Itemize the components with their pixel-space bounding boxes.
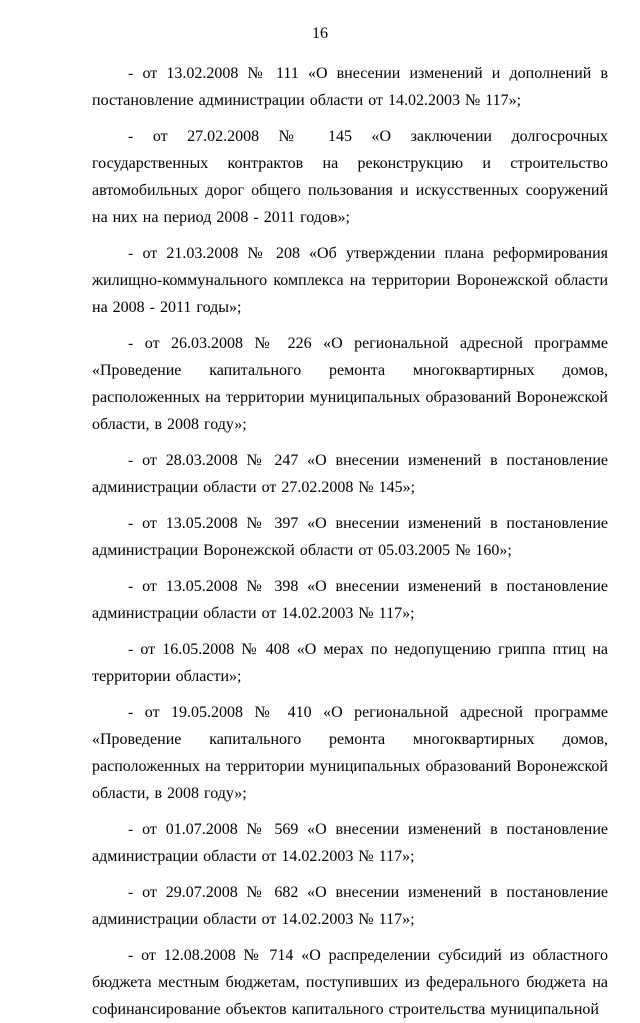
decree-list	[92, 60, 608, 1023]
page-number: 16	[312, 25, 328, 42]
list-item: - от 21.03.2008 № 208 «Об утверждении плана реформирования жилищно-коммунального комплекса на территории Воронежской области на 2008 - 2011 годы»;	[92, 245, 608, 316]
list-item: - от 29.07.2008 № 682 «О внесении изменений в постановление администрации области от 14.02.2003 № 117»;	[92, 884, 608, 928]
list-item: - от 19.05.2008 № 410 «О региональной адресной программе «Проведение капитального ремонта многоквартирных домов, расположенных на территории муниципальных образований Воронежской области, в 2008 году»;	[92, 704, 608, 802]
list-item: - от 13.05.2008 № 398 «О внесении изменений в постановление администрации области от 14.02.2003 № 117»;	[92, 578, 608, 622]
list-item: - от 28.03.2008 № 247 «О внесении изменений в постановление администрации области от 27.02.2008 № 145»;	[92, 452, 608, 496]
list-item: - от 27.02.2008 № 145 «О заключении долгосрочных государственных контрактов на реконструкцию и строительство автомобильных дорог общего пользования и искусственных сооружений на них на период 2008 - 2011 годов»;	[92, 128, 608, 226]
list-item: - от 26.03.2008 № 226 «О региональной адресной программе «Проведение капитального ремонта многоквартирных домов, расположенных на территории муниципальных образований Воронежской области, в 2008 году»;	[92, 335, 608, 433]
list-item: - от 13.02.2008 № 111 «О внесении изменений и дополнений в постановление администрации области от 14.02.2003 № 117»;	[92, 65, 608, 109]
list-item: - от 12.08.2008 № 714 «О распределении субсидий из областного бюджета местным бюджетам, поступивших из федерального бюджета на софинансирование объектов капитального строительства муниципальной	[92, 947, 608, 1018]
list-item: - от 13.05.2008 № 397 «О внесении изменений в постановление администрации Воронежской области от 05.03.2005 № 160»;	[92, 515, 608, 559]
list-item: - от 16.05.2008 № 408 «О мерах по недопущению гриппа птиц на территории области»;	[92, 641, 608, 685]
list-item: - от 01.07.2008 № 569 «О внесении изменений в постановление администрации области от 14.02.2003 № 117»;	[92, 821, 608, 865]
